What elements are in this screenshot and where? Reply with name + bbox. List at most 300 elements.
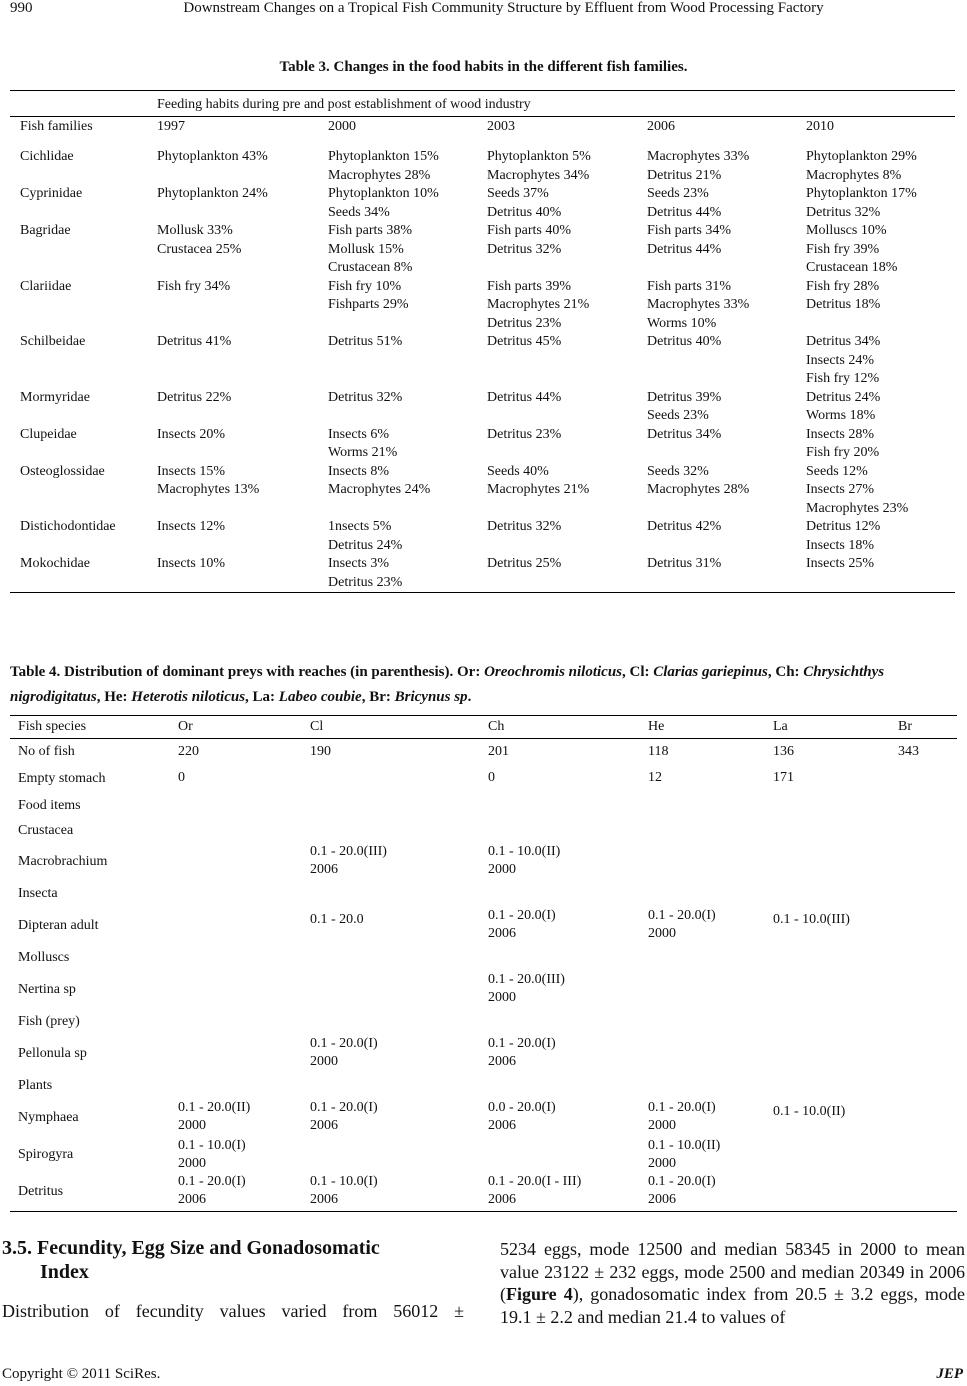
table3-cell-line: Detritus 21% xyxy=(647,167,722,183)
table4-row-label: Pellonula sp xyxy=(18,1046,87,1061)
table4-cell-line: 2000 xyxy=(178,1156,206,1171)
table4-cell-line: 2000 xyxy=(648,926,676,941)
table4-column-header: Cl xyxy=(302,716,480,739)
table4-cell xyxy=(170,881,302,907)
table3-cell-line: Detritus 25% xyxy=(487,556,562,571)
table3-row xyxy=(10,463,955,519)
table4-cell xyxy=(480,843,640,881)
table4-cell-line: 0.1 - 20.0(I) xyxy=(648,1100,716,1115)
table4-cell-line: 2006 xyxy=(310,1192,338,1207)
table4-cell-line: 201 xyxy=(488,744,509,759)
table4-caption-part: Table 4. Distribution of dominant preys with reaches (in parenthesis). Or: xyxy=(10,664,485,680)
section-heading-line1: 3.5. Fecundity, Egg Size and Gonadosomatic xyxy=(2,1237,380,1259)
table4-cell-line: 0.1 - 10.0(II) xyxy=(488,844,561,859)
table3-cell-line: Detritus 45% xyxy=(487,334,562,349)
table4 xyxy=(10,715,957,1212)
table4-caption-part: , Cl: xyxy=(622,664,654,680)
table4-cell xyxy=(640,971,765,1009)
table3-cell-line: Macrophytes 33% xyxy=(647,149,750,164)
table3-cell-line: Detritus 44% xyxy=(487,389,562,405)
table4-cell xyxy=(480,907,640,945)
table4-cell-line: 0.1 - 10.0(I) xyxy=(310,1174,378,1189)
table4-cell xyxy=(302,945,480,971)
table4-cell xyxy=(890,1137,957,1173)
table4-cell xyxy=(890,819,957,843)
table4-cell-line: 0.1 - 20.0(I) xyxy=(648,908,716,923)
table4-row-label: Food items xyxy=(18,798,81,813)
table3-cell xyxy=(637,222,796,278)
table3-cell-line: Seeds 37% xyxy=(487,186,549,201)
table3-column-header: 2000 xyxy=(318,117,477,139)
table3-row xyxy=(10,222,955,278)
table3-column-header: Fish families xyxy=(10,117,147,139)
table4-cell xyxy=(890,765,957,793)
table4-cell xyxy=(302,1173,480,1212)
table4-cell xyxy=(890,843,957,881)
table3-cell-line: Worms 18% xyxy=(806,408,876,423)
table3-row xyxy=(10,389,955,426)
table4-column-header: Or xyxy=(170,716,302,739)
table3-cell xyxy=(318,555,477,593)
table4-cell xyxy=(480,1035,640,1073)
table3-cell xyxy=(318,333,477,389)
table4-cell-line: 0.1 - 10.0(III) xyxy=(773,912,850,927)
table4-cell-line: 2006 xyxy=(488,1118,516,1133)
table4-cell xyxy=(890,739,957,766)
table3-cell xyxy=(796,555,955,593)
table4-cell-line: 0.1 - 20.0(I) xyxy=(648,1174,716,1189)
table4-cell-line: 2006 xyxy=(310,862,338,877)
section-heading xyxy=(2,1236,442,1284)
table4-cell xyxy=(302,1009,480,1035)
table4-cell xyxy=(640,881,765,907)
table4-cell-line: 2006 xyxy=(648,1192,676,1207)
table4-caption-part: , Ch: xyxy=(767,664,804,680)
table3-cell-line: Insects 28% xyxy=(806,426,875,442)
table3-cell xyxy=(318,148,477,185)
table4-cell xyxy=(765,1009,890,1035)
table3-cell-line: Crustacean 8% xyxy=(328,260,413,275)
table3-cell-line: Phytoplankton 43% xyxy=(157,149,268,164)
table3-cell-line: Macrophytes 34% xyxy=(487,167,590,183)
table4-cell xyxy=(765,945,890,971)
right-text-after: ), gonadosomatic index from 20.5 ± 3.2 eggs, mode 19.1 ± 2.2 and median 21.4 to values of xyxy=(500,1284,965,1327)
table3-cell-line: Macrophytes 8% xyxy=(806,167,902,183)
table4-cell xyxy=(170,819,302,843)
table3-cell-line: Insects 25% xyxy=(806,556,875,571)
table4-cell xyxy=(640,1035,765,1073)
table3-cell xyxy=(477,463,637,519)
table3-cell xyxy=(637,426,796,463)
page-number: 990 xyxy=(10,0,33,16)
feeding-habits-header: Feeding habits during pre and post establishment of wood industry xyxy=(147,91,955,117)
table3-cell-line: Fish fry 39% xyxy=(806,241,880,257)
table4-cell xyxy=(170,945,302,971)
table3-cell-line: Detritus 34% xyxy=(647,426,722,442)
table4-cell-line: 0.1 - 20.0(I - III) xyxy=(488,1174,582,1189)
table3-cell-line: Seeds 12% xyxy=(806,463,868,479)
table4-cell xyxy=(480,971,640,1009)
table4-cell-line: 2006 xyxy=(310,1118,338,1133)
table4-cell xyxy=(302,843,480,881)
table3-cell xyxy=(637,463,796,519)
table3-cell-line: Detritus 41% xyxy=(157,334,232,349)
table4-caption-part: Bricynus sp xyxy=(394,689,468,705)
table3-cell-line: Seeds 23% xyxy=(647,186,709,201)
table4-cell xyxy=(170,971,302,1009)
table4-row xyxy=(10,739,957,766)
table3-cell xyxy=(147,463,318,519)
table4-cell xyxy=(170,1009,302,1035)
table3-cell-line: Fish parts 38% xyxy=(328,223,412,238)
table3-row xyxy=(10,278,955,334)
table4-row-label: Detritus xyxy=(10,1173,170,1212)
table4-cell xyxy=(890,793,957,819)
table4-cell-line: 0.1 - 20.0(I) xyxy=(488,1036,556,1051)
journal-name: JEP xyxy=(936,1366,963,1382)
table3-cell-line: Detritus 23% xyxy=(487,426,562,442)
table3-family-cell: Distichodontidae xyxy=(20,519,116,534)
table3-cell-line: Insects 3% xyxy=(328,556,390,571)
table3-cell-line: Seeds 32% xyxy=(647,463,709,479)
table4-row-label: Nertina sp xyxy=(18,982,76,997)
table3-cell-line: Mollusk 15% xyxy=(328,241,404,257)
table4-cell xyxy=(765,1035,890,1073)
table4-cell xyxy=(302,739,480,766)
table4-row xyxy=(10,881,957,907)
table3-cell-line: Detritus 22% xyxy=(157,389,232,405)
table4-cell-line: 12 xyxy=(648,770,662,785)
table3-cell-line: 1nsects 5% xyxy=(328,519,392,534)
table4-cell xyxy=(640,945,765,971)
table4-cell-line: 136 xyxy=(773,744,794,759)
table4-cell xyxy=(890,1009,957,1035)
table4-cell-line: 0.1 - 20.0(II) xyxy=(178,1100,251,1115)
table3-family-cell: Cyprinidae xyxy=(20,186,83,201)
table3-cell-line: Phytoplankton 10% xyxy=(328,186,439,201)
table4-cell xyxy=(170,1099,302,1137)
table3-cell-line: Seeds 34% xyxy=(328,204,390,220)
table4-row xyxy=(10,843,957,881)
table4-cell xyxy=(170,793,302,819)
table3-cell-line: Macrophytes 28% xyxy=(328,167,431,183)
table3-cell xyxy=(637,555,796,593)
table4-cell xyxy=(170,1035,302,1073)
table3-cell xyxy=(477,185,637,222)
table3-family-cell: Mormyridae xyxy=(20,389,90,405)
table4-cell xyxy=(170,1137,302,1173)
table3-cell-line: Macrophytes 13% xyxy=(157,482,260,497)
table4-row-label: Crustacea xyxy=(18,823,74,838)
table4-cell xyxy=(480,739,640,766)
running-title: Downstream Changes on a Tropical Fish Community Structure by Effluent from Wood Processing Factory xyxy=(183,0,824,16)
table3-cell-line: Macrophytes 21% xyxy=(487,482,590,497)
table3-cell-line: Detritus 40% xyxy=(647,334,722,349)
table4-cell xyxy=(170,1073,302,1099)
table3-cell-line: Detritus 24% xyxy=(328,537,403,553)
table4-cell xyxy=(765,739,890,766)
table3-cell xyxy=(796,389,955,426)
table3-family-cell: Cichlidae xyxy=(20,149,74,164)
table3-cell-line: Phytoplankton 29% xyxy=(806,149,917,164)
table3-family-cell: Clupeidae xyxy=(20,426,77,442)
table3-cell xyxy=(796,518,955,555)
table3-cell xyxy=(318,222,477,278)
table3-cell xyxy=(318,278,477,334)
table3-cell-line: Detritus 39% xyxy=(647,389,722,405)
table4-column-header: Ch xyxy=(480,716,640,739)
table3-cell xyxy=(796,463,955,519)
table3-cell-line: Fish fry 10% xyxy=(328,278,402,294)
table4-cell-line: 2006 xyxy=(488,1192,516,1207)
table4-cell xyxy=(170,739,302,766)
table3-cell xyxy=(637,185,796,222)
table3-cell-line: Detritus 44% xyxy=(647,204,722,220)
table4-caption-part: . xyxy=(467,689,472,705)
table3-cell-line: Mollusk 33% xyxy=(157,223,233,238)
table3-family-cell: Mokochidae xyxy=(10,555,147,593)
table4-cell-line: 0.1 - 10.0(II) xyxy=(773,1104,846,1119)
table4-cell xyxy=(302,971,480,1009)
table4-row-label: Nymphaea xyxy=(18,1110,79,1125)
table4-cell xyxy=(302,1137,480,1173)
table4-cell xyxy=(480,765,640,793)
table3-cell-line: Fish fry 34% xyxy=(157,278,231,294)
table3-cell xyxy=(147,426,318,463)
table3-column-header: 2003 xyxy=(477,117,637,139)
table3-cell xyxy=(477,555,637,593)
table4-cell xyxy=(890,1099,957,1137)
table3-cell-line: Insects 15% xyxy=(157,463,226,479)
table4-cell xyxy=(765,881,890,907)
table3-cell-line: Detritus 51% xyxy=(328,334,403,349)
table3-cell xyxy=(637,389,796,426)
table4-cell xyxy=(640,1009,765,1035)
table3-cell-line: Detritus 32% xyxy=(806,204,881,220)
table4-cell xyxy=(765,971,890,1009)
table3-cell-line: Detritus 12% xyxy=(806,519,881,534)
table4-column-header: Br xyxy=(890,716,957,739)
table4-caption-part: Clarias gariepinus xyxy=(653,664,768,680)
table4-cell xyxy=(765,819,890,843)
table4-cell-line: 2000 xyxy=(178,1118,206,1133)
table4-cell xyxy=(890,1073,957,1099)
table4-row-label: Fish (prey) xyxy=(18,1014,80,1029)
table4-caption-part: , Br: xyxy=(361,689,395,705)
table3-cell xyxy=(318,518,477,555)
table3 xyxy=(10,90,955,593)
table4-cell xyxy=(640,843,765,881)
table4-cell-line: 0.1 - 20.0(I) xyxy=(310,1036,378,1051)
table4-cell-line: 2000 xyxy=(310,1054,338,1069)
table3-caption: Table 3. Changes in the food habits in the different fish families. xyxy=(279,59,688,75)
table3-cell-line: Fish parts 31% xyxy=(647,278,731,294)
table4-cell xyxy=(765,1137,890,1173)
table4-cell-line: 2006 xyxy=(178,1192,206,1207)
table4-row xyxy=(10,793,957,819)
table4-cell-line: 0.1 - 20.0(I) xyxy=(310,1100,378,1115)
table4-row xyxy=(10,1073,957,1099)
table4-cell-line: 343 xyxy=(898,744,919,759)
table3-family-cell: Schilbeidae xyxy=(20,334,86,349)
table3-cell xyxy=(796,278,955,334)
table3-cell xyxy=(147,278,318,334)
table4-cell xyxy=(480,1137,640,1173)
table4-caption-part: , He: xyxy=(96,689,132,705)
table4-row xyxy=(10,907,957,945)
table4-cell-line: 0.1 - 20.0(III) xyxy=(310,844,387,859)
table3-cell xyxy=(477,426,637,463)
table3-cell xyxy=(796,222,955,278)
table4-cell-line: 2006 xyxy=(488,1054,516,1069)
table4-row-label: Plants xyxy=(18,1078,53,1093)
table4-row-label: Empty stomach xyxy=(18,771,106,786)
figure-reference-link[interactable]: Figure 4 xyxy=(506,1284,573,1304)
table3-cell xyxy=(147,333,318,389)
table3-cell xyxy=(796,426,955,463)
table3-cell-line: Insects 18% xyxy=(806,537,875,553)
table4-cell xyxy=(890,945,957,971)
table3-cell xyxy=(796,333,955,389)
table4-cell-line: 2000 xyxy=(488,990,516,1005)
table4-cell-line: 0.1 - 10.0(II) xyxy=(648,1138,721,1153)
table4-cell xyxy=(890,907,957,945)
table4-cell xyxy=(765,1173,890,1212)
table4-cell-line: 0.1 - 20.0(III) xyxy=(488,972,565,987)
table4-cell xyxy=(302,1035,480,1073)
table4-cell xyxy=(480,793,640,819)
table3-cell-line: Detritus 32% xyxy=(328,389,403,405)
table4-cell-line: 2006 xyxy=(488,926,516,941)
table4-cell-line: 220 xyxy=(178,744,199,759)
table4-caption-part: Labeo coubie xyxy=(278,689,362,705)
table3-cell-line: Insects 24% xyxy=(806,352,875,368)
table4-cell-line: 171 xyxy=(773,770,794,785)
right-column-text xyxy=(500,1238,965,1328)
table4-cell xyxy=(765,1073,890,1099)
table4-cell xyxy=(480,881,640,907)
table3-cell-line: Detritus 40% xyxy=(487,204,562,220)
table3-cell-line: Phytoplankton 5% xyxy=(487,149,591,164)
table4-cell xyxy=(765,907,890,945)
page-header xyxy=(0,0,967,22)
table3-cell-line: Detritus 32% xyxy=(487,241,562,257)
table3-cell xyxy=(147,555,318,593)
table4-column-header: La xyxy=(765,716,890,739)
table3-cell xyxy=(477,333,637,389)
table3-cell xyxy=(147,518,318,555)
table4-row xyxy=(10,819,957,843)
table3-cell-line: Insects 6% xyxy=(328,426,390,442)
table3-cell-line: Macrophytes 23% xyxy=(806,500,909,516)
right-text-before: 5234 eggs, mode 12500 and median 58345 in 2000 to mean value 23122 ± 232 eggs, mode 2500 and median 20349 in 2006 ( xyxy=(500,1239,965,1304)
table3-cell xyxy=(796,185,955,222)
table3-cell-line: Fish fry 28% xyxy=(806,278,880,294)
table3-cell-line: Crustacean 18% xyxy=(806,260,898,275)
table4-cell xyxy=(890,881,957,907)
table3-column-header: 1997 xyxy=(147,117,318,139)
table4-cell-line: 2000 xyxy=(648,1118,676,1133)
table4-row xyxy=(10,945,957,971)
table4-cell-line: 0.1 - 10.0(I) xyxy=(178,1138,246,1153)
table3-cell-line: Detritus 23% xyxy=(328,574,403,590)
table3-cell xyxy=(318,389,477,426)
table3-column-header: 2010 xyxy=(796,117,955,139)
table4-cell-line: 0.0 - 20.0(I) xyxy=(488,1100,556,1115)
table4-caption xyxy=(10,660,957,710)
table3-cell-line: Phytoplankton 15% xyxy=(328,149,439,164)
table3-cell xyxy=(477,278,637,334)
table4-cell-line: 2000 xyxy=(488,862,516,877)
left-column-text: Distribution of fecundity values varied from 56012 ± xyxy=(2,1301,464,1321)
table4-cell xyxy=(302,881,480,907)
table4-cell xyxy=(480,1099,640,1137)
table3-cell-line: Worms 10% xyxy=(647,315,717,331)
table3-cell-line: Macrophytes 33% xyxy=(647,297,750,312)
table3-cell-line: Detritus 23% xyxy=(487,315,562,331)
table4-row xyxy=(10,1099,957,1137)
table3-cell-line: Fish fry 20% xyxy=(806,445,880,460)
table3-cell-line: Detritus 34% xyxy=(806,334,881,349)
table3-cell-line: Worms 21% xyxy=(328,445,398,460)
table4-cell xyxy=(890,1035,957,1073)
table3-cell xyxy=(477,389,637,426)
table4-cell xyxy=(480,1009,640,1035)
table4-caption-part: Chrysichthys nigrodigitatus xyxy=(10,664,885,705)
copyright: Copyright © 2011 SciRes. xyxy=(2,1366,161,1382)
table4-cell xyxy=(640,907,765,945)
table4-cell xyxy=(640,793,765,819)
table3-cell-line: Insects 20% xyxy=(157,426,226,442)
table3-cell-line: Seeds 23% xyxy=(647,408,709,423)
table3-cell xyxy=(147,185,318,222)
table4-cell xyxy=(170,765,302,793)
table3-cell-line: Macrophytes 24% xyxy=(328,482,431,497)
table4-cell-line: 2000 xyxy=(648,1156,676,1171)
table4-row-label: No of fish xyxy=(18,744,75,759)
table4-row xyxy=(10,1035,957,1073)
table3-cell xyxy=(477,222,637,278)
table4-cell-line: 118 xyxy=(648,744,669,759)
table4-caption-part: Heterotis niloticus xyxy=(131,689,246,705)
table3-row xyxy=(10,518,955,555)
table3-cell-line: Fish fry 12% xyxy=(806,371,880,386)
table3-cell-line: Detritus 31% xyxy=(647,556,722,571)
table3-cell xyxy=(477,148,637,185)
table4-cell xyxy=(890,1173,957,1212)
table3-cell xyxy=(318,426,477,463)
table3-cell xyxy=(637,518,796,555)
table4-cell xyxy=(640,1073,765,1099)
table3-cell-line: Fish parts 40% xyxy=(487,223,571,238)
table4-column-header: He xyxy=(640,716,765,739)
table4-row-label: Macrobrachium xyxy=(18,854,108,869)
table4-row xyxy=(10,1173,957,1212)
table4-cell xyxy=(480,945,640,971)
table4-cell xyxy=(480,1173,640,1212)
table3-cell-line: Phytoplankton 24% xyxy=(157,186,268,201)
table4-cell-line: 0.1 - 20.0(I) xyxy=(488,908,556,923)
table4-row xyxy=(10,765,957,793)
table3-cell-line: Macrophytes 21% xyxy=(487,297,590,312)
table4-cell xyxy=(640,1173,765,1212)
table3-cell-line: Phytoplankton 17% xyxy=(806,186,917,201)
table3-row xyxy=(10,555,955,593)
table4-row xyxy=(10,1009,957,1035)
table4-row-label: Spirogyra xyxy=(18,1147,74,1162)
table3-row xyxy=(10,148,955,185)
table4-cell xyxy=(640,739,765,766)
